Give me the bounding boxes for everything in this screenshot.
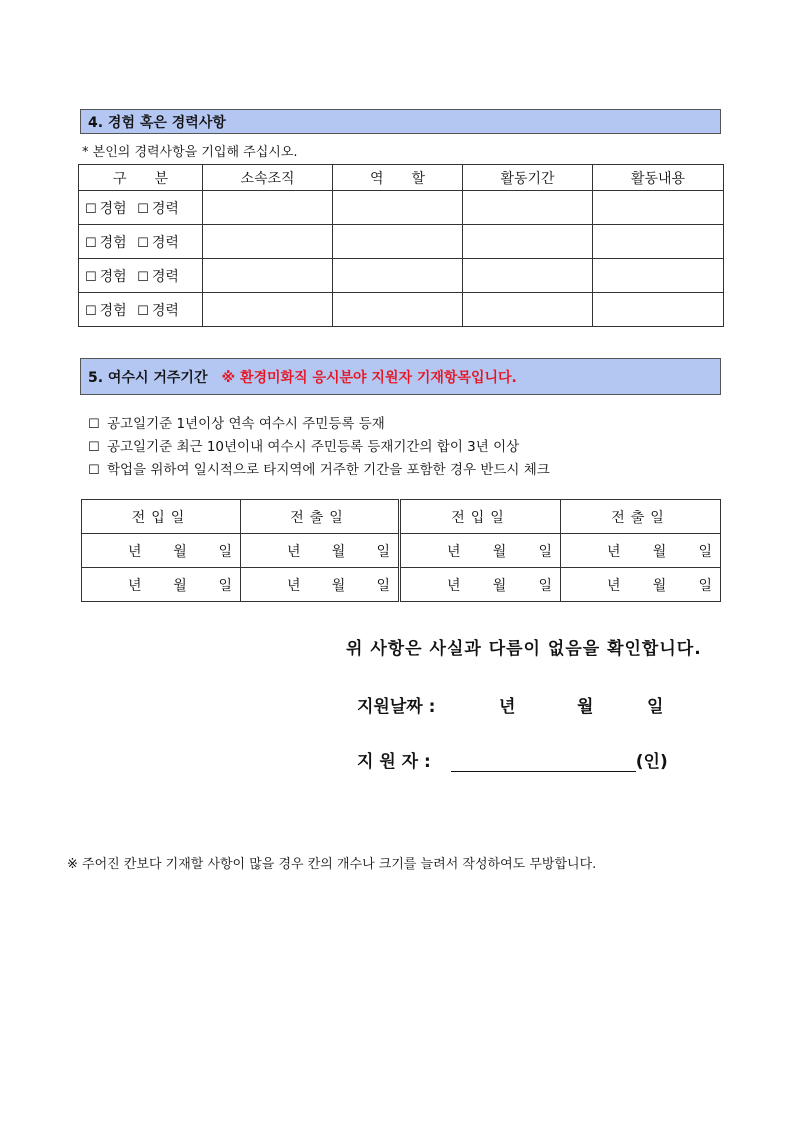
table-row (79, 191, 724, 225)
year-label: 년 (287, 543, 301, 560)
option-career-label: 경력 (151, 268, 179, 285)
organization-input[interactable] (203, 225, 333, 259)
day-label: 일 (376, 577, 390, 594)
applicant-label: 지 원 자 : (357, 752, 431, 772)
col-header-period: 활동기간 (463, 165, 593, 191)
category-cell (79, 191, 203, 225)
organization-input[interactable] (203, 293, 333, 327)
day-label: 일 (698, 577, 712, 594)
day-label: 일 (218, 577, 232, 594)
residence-table (81, 499, 721, 602)
table-row (79, 225, 724, 259)
table-row (82, 568, 721, 602)
organization-input[interactable] (203, 191, 333, 225)
month-label: 월 (492, 543, 507, 560)
checkbox-experience[interactable]: ☐ (85, 235, 97, 251)
check-item (88, 413, 550, 436)
activity-input[interactable] (593, 293, 724, 327)
activity-input[interactable] (593, 225, 724, 259)
section5-title: 5. 여수시 거주기간 (88, 369, 208, 386)
date-input[interactable] (400, 534, 561, 568)
date-day[interactable]: 일 (647, 697, 664, 717)
category-cell (79, 225, 203, 259)
check-item (88, 459, 550, 482)
date-input[interactable] (400, 568, 561, 602)
section5-notice: ※ 환경미화직 응시분야 지원자 기재항목입니다. (221, 369, 517, 386)
col-header-category: 구 분 (79, 165, 203, 191)
day-label: 일 (376, 543, 390, 560)
role-input[interactable] (333, 259, 463, 293)
checkbox-career[interactable]: ☐ (137, 303, 149, 319)
category-cell (79, 259, 203, 293)
option-career-label: 경력 (151, 302, 179, 319)
check-item (88, 436, 550, 459)
day-label: 일 (538, 543, 552, 560)
day-label: 일 (698, 543, 712, 560)
month-label: 월 (652, 577, 667, 594)
date-input[interactable] (561, 534, 721, 568)
month-label: 월 (652, 543, 667, 560)
table-header-row (82, 500, 721, 534)
month-label: 월 (331, 577, 346, 594)
confirmation-statement: 위 사항은 사실과 다름이 없음을 확인합니다. (346, 639, 702, 659)
day-label: 일 (538, 577, 552, 594)
year-label: 년 (128, 577, 142, 594)
col-header-activity: 활동내용 (593, 165, 724, 191)
date-month[interactable]: 월 (577, 697, 594, 717)
activity-input[interactable] (593, 191, 724, 225)
experience-table (78, 164, 724, 327)
residence-checklist (88, 413, 550, 482)
section4-title: 4. 경험 혹은 경력사항 (88, 114, 226, 131)
residence-checkbox[interactable]: ☐ (88, 417, 100, 432)
table-row (79, 293, 724, 327)
section4-note: * 본인의 경력사항을 기입해 주십시오. (82, 145, 298, 160)
table-row (79, 259, 724, 293)
date-input[interactable] (82, 534, 241, 568)
table-row (82, 534, 721, 568)
year-label: 년 (607, 577, 621, 594)
month-label: 월 (492, 577, 507, 594)
checkbox-career[interactable]: ☐ (137, 201, 149, 217)
organization-input[interactable] (203, 259, 333, 293)
check-item-label: 학업을 위하여 일시적으로 타지역에 거주한 기간을 포함한 경우 반드시 체크 (106, 462, 550, 478)
date-input[interactable] (241, 534, 400, 568)
check-item-label: 공고일기준 1년이상 연속 여수시 주민등록 등재 (106, 416, 385, 432)
option-experience-label: 경험 (99, 234, 127, 251)
checkbox-experience[interactable]: ☐ (85, 201, 97, 217)
col-header-move-in: 전입일 (82, 500, 241, 534)
col-header-move-in: 전입일 (400, 500, 561, 534)
activity-input[interactable] (593, 259, 724, 293)
month-label: 월 (173, 577, 187, 594)
year-label: 년 (447, 577, 461, 594)
seal-label: (인) (635, 752, 668, 772)
date-label: 지원날짜 : (357, 697, 436, 717)
period-input[interactable] (463, 259, 593, 293)
table-header-row (79, 165, 724, 191)
col-header-role: 역 할 (333, 165, 463, 191)
col-header-move-out: 전출일 (561, 500, 721, 534)
date-input[interactable] (241, 568, 400, 602)
option-experience-label: 경험 (99, 268, 127, 285)
period-input[interactable] (463, 225, 593, 259)
check-item-label: 공고일기준 최근 10년이내 여수시 주민등록 등재기간의 합이 3년 이상 (106, 439, 520, 455)
applicant-signature-field[interactable] (451, 753, 636, 772)
option-career-label: 경력 (151, 234, 179, 251)
date-input[interactable] (82, 568, 241, 602)
col-header-move-out: 전출일 (241, 500, 400, 534)
year-label: 년 (607, 543, 621, 560)
section4-header (80, 109, 721, 134)
role-input[interactable] (333, 225, 463, 259)
year-label: 년 (128, 543, 142, 560)
residence-checkbox[interactable]: ☐ (88, 440, 100, 455)
col-header-organization: 소속조직 (203, 165, 333, 191)
checkbox-career[interactable]: ☐ (137, 235, 149, 251)
month-label: 월 (331, 543, 346, 560)
section5-header (80, 358, 721, 395)
month-label: 월 (173, 543, 187, 560)
day-label: 일 (218, 543, 232, 560)
option-experience-label: 경험 (99, 302, 127, 319)
date-year[interactable]: 년 (499, 697, 516, 717)
date-input[interactable] (561, 568, 721, 602)
checkbox-experience[interactable]: ☐ (85, 303, 97, 319)
year-label: 년 (287, 577, 301, 594)
category-cell (79, 293, 203, 327)
year-label: 년 (447, 543, 461, 560)
period-input[interactable] (463, 191, 593, 225)
role-input[interactable] (333, 293, 463, 327)
checkbox-experience[interactable]: ☐ (85, 269, 97, 285)
applicant-row (357, 747, 668, 772)
application-date-row (357, 692, 677, 717)
role-input[interactable] (333, 191, 463, 225)
checkbox-career[interactable]: ☐ (137, 269, 149, 285)
option-career-label: 경력 (151, 200, 179, 217)
option-experience-label: 경험 (99, 200, 127, 217)
residence-checkbox[interactable]: ☐ (88, 463, 100, 478)
footnote: ※ 주어진 칸보다 기재할 사항이 많을 경우 칸의 개수나 크기를 늘려서 작성하여도 무방합니다. (67, 857, 597, 872)
period-input[interactable] (463, 293, 593, 327)
